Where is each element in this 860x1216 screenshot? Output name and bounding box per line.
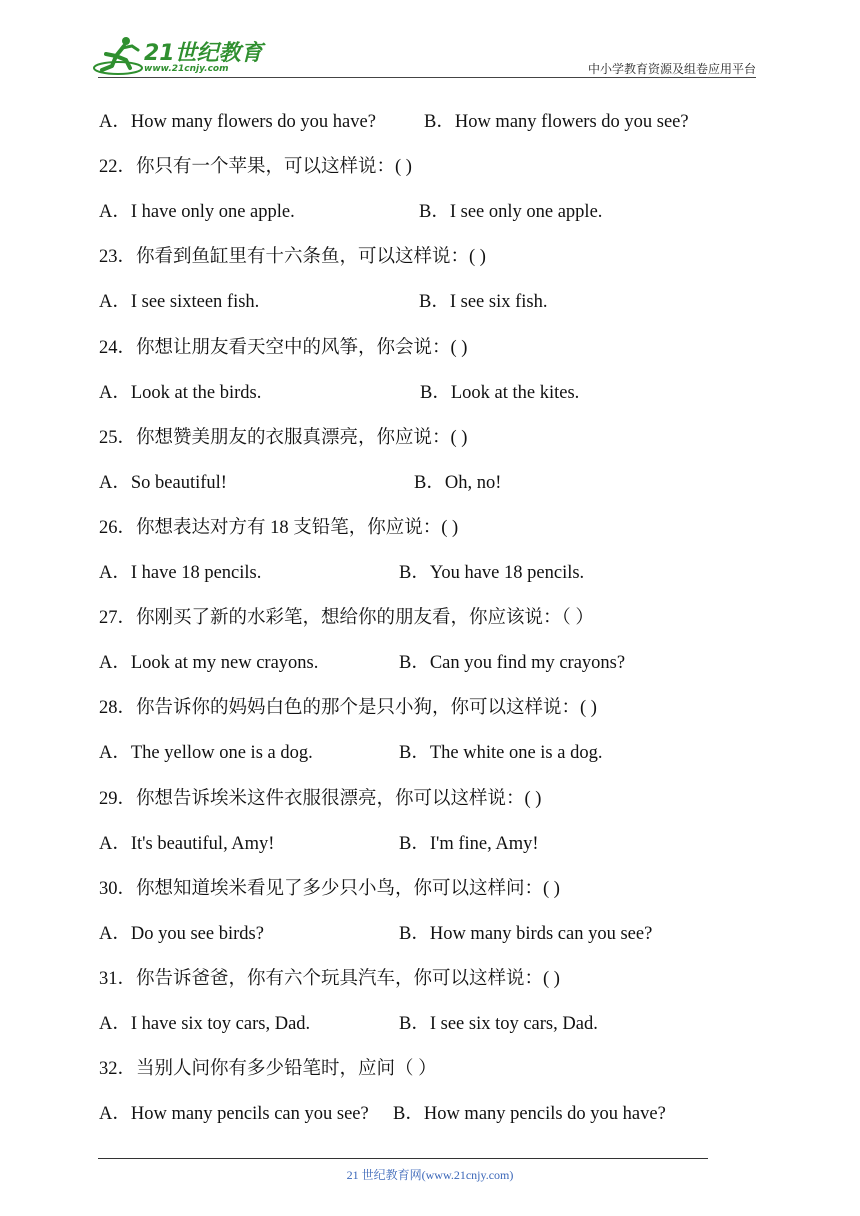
options-line [99,465,502,501]
options-line [99,1006,598,1042]
option-b: B．Oh, no! [414,472,502,493]
platform-name: 中小学教育资源及组卷应用平台 [587,62,756,76]
option-b: B．How many birds can you see? [399,923,653,944]
options-line [99,555,585,591]
runner-logo-icon [92,34,152,78]
options-line [99,375,580,411]
options-line [99,284,548,320]
option-a: A．I have only one apple. [99,202,295,223]
option-a: A．Look at my new crayons. [99,653,319,674]
question-line: 23．你看到鱼缸里有十六条鱼，可以这样说：( ) [99,247,486,268]
header-divider [98,77,756,78]
question-line: 32．当别人问你有多少铅笔时，应问（ ） [99,1059,437,1080]
option-a: A．So beautiful! [99,472,227,493]
option-b: B．I see six toy cars, Dad. [399,1014,598,1034]
question-line: 26．你想表达对方有 18 支铅笔，你应说：( ) [99,517,459,538]
question-line: 25．你想赞美朋友的衣服真漂亮，你应说：( ) [99,427,468,448]
option-a: A．I have 18 pencils. [99,563,262,583]
site-logo[interactable] [92,34,262,80]
option-a: A．How many pencils can you see? [99,1104,369,1125]
option-a: A．I have six toy cars, Dad. [99,1014,311,1034]
question-line: 30．你想知道埃米看见了多少只小鸟，你可以这样问：( ) [99,878,560,899]
option-b: B．The white one is a dog. [399,743,603,764]
option-a: A．Do you see birds? [99,923,264,944]
option-a: A．How many flowers do you have? [99,112,376,132]
option-a: A．It's beautiful, Amy! [99,833,275,854]
question-line: 31．你告诉爸爸，你有六个玩具汽车，你可以这样说：( ) [99,968,560,989]
logo-text: 21世纪教育 [144,41,263,66]
page-header [0,0,860,90]
options-line [99,194,603,230]
option-b: B．I'm fine, Amy! [399,833,539,854]
question-line: 29．你想告诉埃米这件衣服很漂亮，你可以这样说：( ) [99,788,542,809]
option-b: B．I see six fish. [419,292,548,313]
option-b: B．How many flowers do you see? [424,112,689,132]
options-line [99,645,626,681]
option-b: B．I see only one apple. [419,202,603,223]
options-line [99,735,603,771]
logo-url: www.21cnjy.com [144,64,229,74]
footer-text[interactable]: 21 世纪教育网(www.21cnjy.com) [346,1168,514,1182]
question-line: 27．你刚买了新的水彩笔，想给你的朋友看，你应该说：（ ） [99,608,594,629]
option-a: A．I see sixteen fish. [99,292,260,313]
question-line: 24．你想让朋友看天空中的风筝，你会说：( ) [99,337,468,358]
options-line [99,104,689,140]
question-line: 28．你告诉你的妈妈白色的那个是只小狗，你可以这样说：( ) [99,698,597,719]
options-line [99,916,653,952]
option-b: B．Look at the kites. [420,382,580,403]
question-line: 22．你只有一个苹果，可以这样说：( ) [99,157,412,178]
footer-divider [98,1158,708,1159]
options-line [99,1096,666,1132]
option-b: B．Can you find my crayons? [399,653,626,674]
option-b: B．How many pencils do you have? [393,1104,666,1125]
option-b: B．You have 18 pencils. [399,563,585,583]
option-a: A．The yellow one is a dog. [99,743,313,764]
option-a: A．Look at the birds. [99,382,262,403]
options-line [99,826,539,862]
